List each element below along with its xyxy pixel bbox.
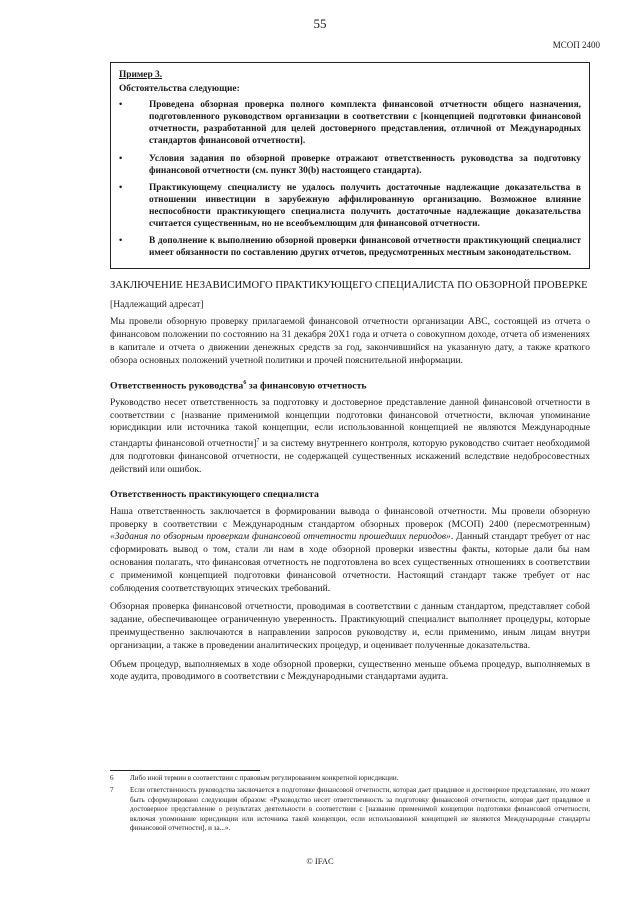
- copyright-footer: © IFAC: [306, 856, 334, 866]
- footnote: 7 Если ответственность руководства заключается в подготовке финансовой отчетности, которая дает правдивое и достоверное представление, это может быть сформулировано следующим образом: «Руководство несет ответственность за подготовку финансовой отчетности, которая дает правдивое и достоверное представление о результатах деятельности в соответствии с [название применимой концепции подготовки финансовой отчетности, включая упоминание юрисдикции или источника такой концепции, если использованной концепцией не являются Международные стандарты финансовой отчетности], и за...».: [110, 786, 590, 833]
- practitioner-responsibility-heading: Ответственность практикующего специалиста: [110, 488, 319, 500]
- bullet-icon: •: [119, 100, 123, 111]
- list-item: [119, 182, 581, 230]
- circumstances-list: [119, 99, 581, 259]
- footnotes: [110, 774, 590, 836]
- addressee: [Надлежащий адресат]: [110, 299, 204, 311]
- list-item-text: Проведена обзорная проверка полного комплекта финансовой отчетности общего назначения, подготовленного руководством организации в соответствии с [концепцией подготовки финансовой отчетности, разработанной для целей достоверного представления, отличной от Международных стандартов финансовой отчетности].: [149, 100, 581, 147]
- footnote-divider: [110, 770, 260, 771]
- list-item-text: Практикующему специалисту не удалось получить достаточные надлежащие доказательства в отношении инвестиции в зарубежную аффилированную организацию. Возможное влияние неспособности практикующего специалиста получить достаточные надлежащие доказательства считается существенным, но не всеобъемлющим для финансовой отчетности.: [149, 182, 581, 230]
- list-item: [119, 99, 581, 147]
- page-number: 55: [313, 16, 327, 31]
- standard-reference: МСОП 2400: [552, 40, 600, 50]
- list-item-text: В дополнение к выполнению обзорной проверки финансовой отчетности практикующий специалист имеет обязанности по составлению других отчетов, предусмотренных местным законодательством.: [149, 236, 581, 259]
- management-responsibility-paragraph: Руководство несет ответственность за подготовку и достоверное представление данной финансовой отчетности в соответствии с [название применимой концепции подготовки финансовой отчетности, включая упоминание юрисдикции или источника такой концепции, если использованной концепцией не являются Международные стандарты финансовой отчетности]$^7$ и за систему внутреннего контроля, которую руководство считает необходимой для подготовки финансовой отчетности, не содержащей существенных искажений вследствие недобросовестных действий или ошибок.: [110, 396, 591, 475]
- example-title: Пример 3.: [119, 70, 163, 80]
- footnote: 6 Либо иной термин в соответствии с правовым регулированием конкретной юрисдикции.: [110, 774, 399, 782]
- report-title: ЗАКЛЮЧЕНИЕ НЕЗАВИСИМОГО ПРАКТИКУЮЩЕГО СПЕЦИАЛИСТА ПО ОБЗОРНОЙ ПРОВЕРКЕ: [110, 280, 588, 292]
- intro-paragraph: Мы провели обзорную проверку прилагаемой финансовой отчетности организации ABC, состоящей из отчета о финансовом положении по состоянию на 31 декабря 20X1 года и отчета о совокупном доходе, отчета об изменениях в капитале и отчета о движении денежных средств за год, закончившийся на указанную дату, а также краткого обзора основных положений учетной политики и прочей пояснительной информации.: [110, 316, 590, 366]
- bullet-icon: •: [119, 153, 123, 164]
- review-nature-paragraph: Обзорная проверка финансовой отчетности, проводимая в соответствии с данным стандартом, представляет собой задание, обеспечивающее ограниченную уверенность. Практикующий специалист выполняет процедуры, которые преимущественно заключаются в направлении запросов руководству и, если применимо, иным лицам внутри организации, а также в проведении аналитических процедур, и оценивает полученные доказательства.: [110, 601, 590, 651]
- list-item: [119, 235, 581, 259]
- management-responsibility-heading: Ответственность руководства$^6$ за финансовую отчетность: [110, 379, 367, 391]
- list-item: [119, 153, 581, 177]
- review-volume-paragraph: Объем процедур, выполняемых в ходе обзорной проверки, существенно меньше объема процедур, выполняемых в ходе аудита, проводимого в соответствии с Международными стандартами аудита.: [110, 658, 590, 683]
- list-item-text: Условия задания по обзорной проверке отражают ответственность руководства за подготовку финансовой отчетности (см. пункт 30(b) настоящего стандарта).: [149, 153, 581, 176]
- page-content: [110, 62, 590, 684]
- circumstances-label: Обстоятельства следующие:: [119, 84, 240, 95]
- bullet-icon: •: [119, 236, 123, 247]
- example-box: [110, 62, 590, 269]
- practitioner-responsibility-paragraph: Наша ответственность заключается в формировании вывода о финансовой отчетности. Мы провели обзорную проверку в соответствии с Международным стандартом обзорных проверок (МСОП) 2400 (пересмотренным) «Задания по обзорным проверкам финансовой отчетности прошедших периодов». Данный стандарт требует от нас сформировать вывод о том, стали ли нам в ходе обзорной проверки известны факты, которые дали бы нам основания полагать, что финансовая отчетность не подготовлена во всех существенных отношениях в соответствии с применимой концепцией подготовки финансовой отчетности. Настоящий стандарт также требует от нас соблюдения соответствующих этических требований.: [110, 505, 590, 594]
- bullet-icon: •: [119, 182, 123, 193]
